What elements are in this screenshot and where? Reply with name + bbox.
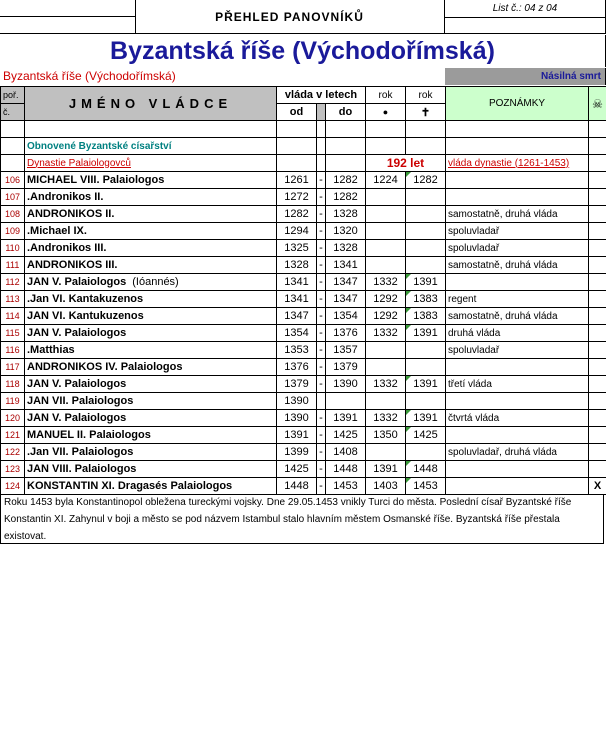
reign-to: 1379 xyxy=(326,359,366,376)
birth-year xyxy=(366,206,406,223)
reign-from: 1390 xyxy=(277,410,317,427)
reign-dash: - xyxy=(317,376,326,393)
col-num-bottom: č. xyxy=(1,104,25,121)
reign-from: 1354 xyxy=(277,325,317,342)
dynasty-duration: 192 let xyxy=(366,155,446,172)
death-year: 1425 xyxy=(406,427,446,444)
birth-icon: ● xyxy=(366,104,406,121)
reign-from: 1328 xyxy=(277,257,317,274)
violent-death-mark xyxy=(589,206,606,223)
death-cross-icon: ✝ xyxy=(406,104,446,121)
reign-dash xyxy=(317,393,326,410)
ruler-note: spoluvladař xyxy=(446,342,589,359)
ruler-note xyxy=(446,172,589,189)
ruler-number: 109 xyxy=(1,223,25,240)
reign-from: 1391 xyxy=(277,427,317,444)
birth-year: 1332 xyxy=(366,325,406,342)
reign-to: 1448 xyxy=(326,461,366,478)
violent-death-mark xyxy=(589,172,606,189)
col-notes: POZNÁMKY xyxy=(446,87,589,121)
ruler-number: 123 xyxy=(1,461,25,478)
reign-to: 1347 xyxy=(326,291,366,308)
spacer-row xyxy=(1,121,606,138)
table-row xyxy=(1,206,606,223)
death-year xyxy=(406,393,446,410)
page-header xyxy=(0,0,605,34)
birth-year xyxy=(366,359,406,376)
ruler-name: .Jan VII. Palaiologos xyxy=(25,444,277,461)
reign-to: 1354 xyxy=(326,308,366,325)
violent-death-mark xyxy=(589,393,606,410)
violent-death-mark xyxy=(589,376,606,393)
reign-dash: - xyxy=(317,478,326,495)
subtitle-row xyxy=(0,68,606,85)
reign-dash: - xyxy=(317,410,326,427)
violent-death-mark xyxy=(589,342,606,359)
table-row xyxy=(1,342,606,359)
reign-from: 1341 xyxy=(277,291,317,308)
violent-death-mark xyxy=(589,274,606,291)
ruler-name: .Andronikos III. xyxy=(25,240,277,257)
ruler-note xyxy=(446,478,589,495)
table-row xyxy=(1,291,606,308)
death-year xyxy=(406,342,446,359)
reign-dash: - xyxy=(317,223,326,240)
ruler-number: 121 xyxy=(1,427,25,444)
reign-to: 1320 xyxy=(326,223,366,240)
section-dynasty-row xyxy=(1,155,606,172)
ruler-name: .Andronikos II. xyxy=(25,189,277,206)
col-birth-top: rok xyxy=(366,87,406,104)
ruler-name: JAN VIII. Palaiologos xyxy=(25,461,277,478)
ruler-name: JAN V. Palaiologos xyxy=(25,325,277,342)
reign-from: 1379 xyxy=(277,376,317,393)
ruler-note: druhá vláda xyxy=(446,325,589,342)
birth-year: 1292 xyxy=(366,291,406,308)
reign-to: 1341 xyxy=(326,257,366,274)
table-row xyxy=(1,444,606,461)
reign-to: 1453 xyxy=(326,478,366,495)
reign-to: 1376 xyxy=(326,325,366,342)
ruler-number: 112 xyxy=(1,274,25,291)
table-row xyxy=(1,393,606,410)
ruler-name: MANUEL II. Palaiologos xyxy=(25,427,277,444)
ruler-note: čtvrtá vláda xyxy=(446,410,589,427)
reign-dash: - xyxy=(317,172,326,189)
section-restored-row xyxy=(1,138,606,155)
reign-dash: - xyxy=(317,359,326,376)
reign-from: 1347 xyxy=(277,308,317,325)
birth-year: 1332 xyxy=(366,376,406,393)
ruler-number: 106 xyxy=(1,172,25,189)
ruler-number: 122 xyxy=(1,444,25,461)
skull-icon: ☠ xyxy=(589,87,606,121)
table-row xyxy=(1,478,606,495)
death-year: 1448 xyxy=(406,461,446,478)
header-blank-box xyxy=(0,0,136,34)
ruler-note: spoluvladař, druhá vláda xyxy=(446,444,589,461)
violent-death-mark xyxy=(589,444,606,461)
ruler-note: spoluvladař xyxy=(446,223,589,240)
reign-dash: - xyxy=(317,274,326,291)
birth-year: 1332 xyxy=(366,274,406,291)
table-row xyxy=(1,410,606,427)
table-row xyxy=(1,427,606,444)
violent-death-mark xyxy=(589,427,606,444)
col-to: do xyxy=(326,104,366,121)
death-year: 1391 xyxy=(406,274,446,291)
death-year xyxy=(406,359,446,376)
ruler-name: JAN V. Palaiologos xyxy=(25,376,277,393)
death-year xyxy=(406,206,446,223)
reign-from: 1272 xyxy=(277,189,317,206)
birth-year: 1403 xyxy=(366,478,406,495)
birth-year xyxy=(366,240,406,257)
ruler-name: ANDRONIKOS II. xyxy=(25,206,277,223)
ruler-name: .Matthias xyxy=(25,342,277,359)
birth-year xyxy=(366,257,406,274)
ruler-number: 116 xyxy=(1,342,25,359)
violent-death-mark xyxy=(589,189,606,206)
table-row xyxy=(1,308,606,325)
ruler-note xyxy=(446,461,589,478)
death-year: 1453 xyxy=(406,478,446,495)
reign-dash: - xyxy=(317,342,326,359)
ruler-number: 118 xyxy=(1,376,25,393)
birth-year: 1350 xyxy=(366,427,406,444)
reign-from: 1325 xyxy=(277,240,317,257)
ruler-note: samostatně, druhá vláda xyxy=(446,308,589,325)
violent-death-mark xyxy=(589,257,606,274)
birth-year xyxy=(366,393,406,410)
reign-dash: - xyxy=(317,444,326,461)
table-row xyxy=(1,359,606,376)
reign-from: 1294 xyxy=(277,223,317,240)
col-name: JMÉNO VLÁDCE xyxy=(25,87,277,121)
reign-dash: - xyxy=(317,206,326,223)
reign-from: 1448 xyxy=(277,478,317,495)
rulers-table xyxy=(0,86,606,495)
ruler-number: 110 xyxy=(1,240,25,257)
birth-year xyxy=(366,223,406,240)
document-title: PŘEHLED PANOVNÍKŮ xyxy=(135,0,445,34)
violent-death-mark xyxy=(589,223,606,240)
page-title: Byzantská říše (Východořímská) xyxy=(0,35,606,67)
violent-death-mark xyxy=(589,291,606,308)
ruler-name-text: JAN V. Palaiologos xyxy=(27,276,127,288)
birth-year xyxy=(366,342,406,359)
ruler-number: 111 xyxy=(1,257,25,274)
table-row xyxy=(1,461,606,478)
ruler-note: spoluvladař xyxy=(446,240,589,257)
birth-year: 1332 xyxy=(366,410,406,427)
birth-year: 1292 xyxy=(366,308,406,325)
col-separator xyxy=(317,104,326,121)
violent-death-mark xyxy=(589,240,606,257)
table-row xyxy=(1,274,606,291)
reign-to: 1357 xyxy=(326,342,366,359)
ruler-name: .Michael IX. xyxy=(25,223,277,240)
ruler-number: 120 xyxy=(1,410,25,427)
reign-from: 1390 xyxy=(277,393,317,410)
ruler-name: JAN V. Palaiologos xyxy=(25,410,277,427)
death-year xyxy=(406,189,446,206)
ruler-number: 115 xyxy=(1,325,25,342)
reign-to xyxy=(326,393,366,410)
sheet-number: List č.: 04 z 04 xyxy=(492,3,558,14)
reign-from: 1399 xyxy=(277,444,317,461)
reign-from: 1376 xyxy=(277,359,317,376)
reign-from: 1282 xyxy=(277,206,317,223)
reign-to: 1328 xyxy=(326,240,366,257)
reign-to: 1328 xyxy=(326,206,366,223)
reign-to: 1425 xyxy=(326,427,366,444)
ruler-note xyxy=(446,427,589,444)
col-from: od xyxy=(277,104,317,121)
death-year: 1391 xyxy=(406,325,446,342)
death-year xyxy=(406,444,446,461)
ruler-note: samostatně, druhá vláda xyxy=(446,257,589,274)
ruler-number: 117 xyxy=(1,359,25,376)
ruler-name: JAN VI. Kantukuzenos xyxy=(25,308,277,325)
ruler-note: samostatně, druhá vláda xyxy=(446,206,589,223)
ruler-number: 124 xyxy=(1,478,25,495)
reign-to: 1347 xyxy=(326,274,366,291)
ruler-number: 119 xyxy=(1,393,25,410)
reign-dash: - xyxy=(317,325,326,342)
death-year: 1383 xyxy=(406,291,446,308)
birth-year xyxy=(366,189,406,206)
column-header-row-1 xyxy=(1,87,606,104)
ruler-name: .Jan VI. Kantakuzenos xyxy=(25,291,277,308)
violent-death-mark xyxy=(589,461,606,478)
ruler-note xyxy=(446,189,589,206)
reign-dash: - xyxy=(317,461,326,478)
ruler-note: regent xyxy=(446,291,589,308)
subtitle: Byzantská říše (Východořímská) xyxy=(3,69,176,83)
death-year xyxy=(406,257,446,274)
reign-from: 1353 xyxy=(277,342,317,359)
ruler-note xyxy=(446,393,589,410)
col-reign: vláda v letech xyxy=(277,87,366,104)
ruler-number: 113 xyxy=(1,291,25,308)
ruler-name: MICHAEL VIII. Palaiologos xyxy=(25,172,277,189)
death-year: 1383 xyxy=(406,308,446,325)
reign-dash: - xyxy=(317,291,326,308)
table-row xyxy=(1,240,606,257)
reign-to: 1282 xyxy=(326,189,366,206)
section-dynasty: Dynastie Palaiologovců xyxy=(25,155,277,172)
ruler-number: 114 xyxy=(1,308,25,325)
ruler-name: KONSTANTIN XI. Dragasés Palaiologos xyxy=(25,478,277,495)
table-row xyxy=(1,172,606,189)
violent-death-label: Násilná smrt xyxy=(445,68,605,85)
reign-dash: - xyxy=(317,189,326,206)
reign-dash: - xyxy=(317,257,326,274)
col-death-top: rok xyxy=(406,87,446,104)
section-restored: Obnovené Byzantské císařství xyxy=(25,138,277,155)
death-year xyxy=(406,240,446,257)
table-row xyxy=(1,325,606,342)
footer-note xyxy=(0,494,604,544)
reign-from: 1261 xyxy=(277,172,317,189)
footer-text: Roku 1453 byla Konstantinopol obležena tureckými vojsky. Dne 29.05.1453 vnikly Turci do města. Poslední císař Byzantské říše Konstantin XI. Zahynul v boji a město se pod názvem Istambul stalo hlavním městem Osmanské říše. Byzantská říše přestala existovat. xyxy=(4,497,572,542)
birth-year xyxy=(366,444,406,461)
violent-death-mark xyxy=(589,308,606,325)
ruler-note xyxy=(446,359,589,376)
violent-death-mark xyxy=(589,325,606,342)
death-year xyxy=(406,223,446,240)
reign-dash: - xyxy=(317,240,326,257)
violent-death-mark: X xyxy=(589,478,606,495)
ruler-name: ANDRONIKOS III. xyxy=(25,257,277,274)
table-row xyxy=(1,189,606,206)
death-year: 1391 xyxy=(406,376,446,393)
ruler-name: ANDRONIKOS IV. Palaiologos xyxy=(25,359,277,376)
ruler-note xyxy=(446,274,589,291)
birth-year: 1224 xyxy=(366,172,406,189)
reign-to: 1390 xyxy=(326,376,366,393)
ruler-name: JAN VII. Palaiologos xyxy=(25,393,277,410)
col-num-top: poř. xyxy=(1,87,25,104)
reign-to: 1408 xyxy=(326,444,366,461)
sheet-number-box xyxy=(445,0,606,34)
ruler-name xyxy=(25,274,277,291)
dynasty-reign: vláda dynastie (1261-1453) xyxy=(446,155,589,172)
reign-to: 1282 xyxy=(326,172,366,189)
death-year: 1282 xyxy=(406,172,446,189)
violent-death-mark xyxy=(589,359,606,376)
birth-year: 1391 xyxy=(366,461,406,478)
reign-to: 1391 xyxy=(326,410,366,427)
reign-from: 1341 xyxy=(277,274,317,291)
table-row xyxy=(1,257,606,274)
reign-from: 1425 xyxy=(277,461,317,478)
reign-dash: - xyxy=(317,308,326,325)
ruler-name-extra: (Ióannés) xyxy=(132,276,179,288)
table-row xyxy=(1,376,606,393)
reign-dash: - xyxy=(317,427,326,444)
ruler-number: 107 xyxy=(1,189,25,206)
ruler-number: 108 xyxy=(1,206,25,223)
death-year: 1391 xyxy=(406,410,446,427)
ruler-note: třetí vláda xyxy=(446,376,589,393)
table-row xyxy=(1,223,606,240)
violent-death-mark xyxy=(589,410,606,427)
